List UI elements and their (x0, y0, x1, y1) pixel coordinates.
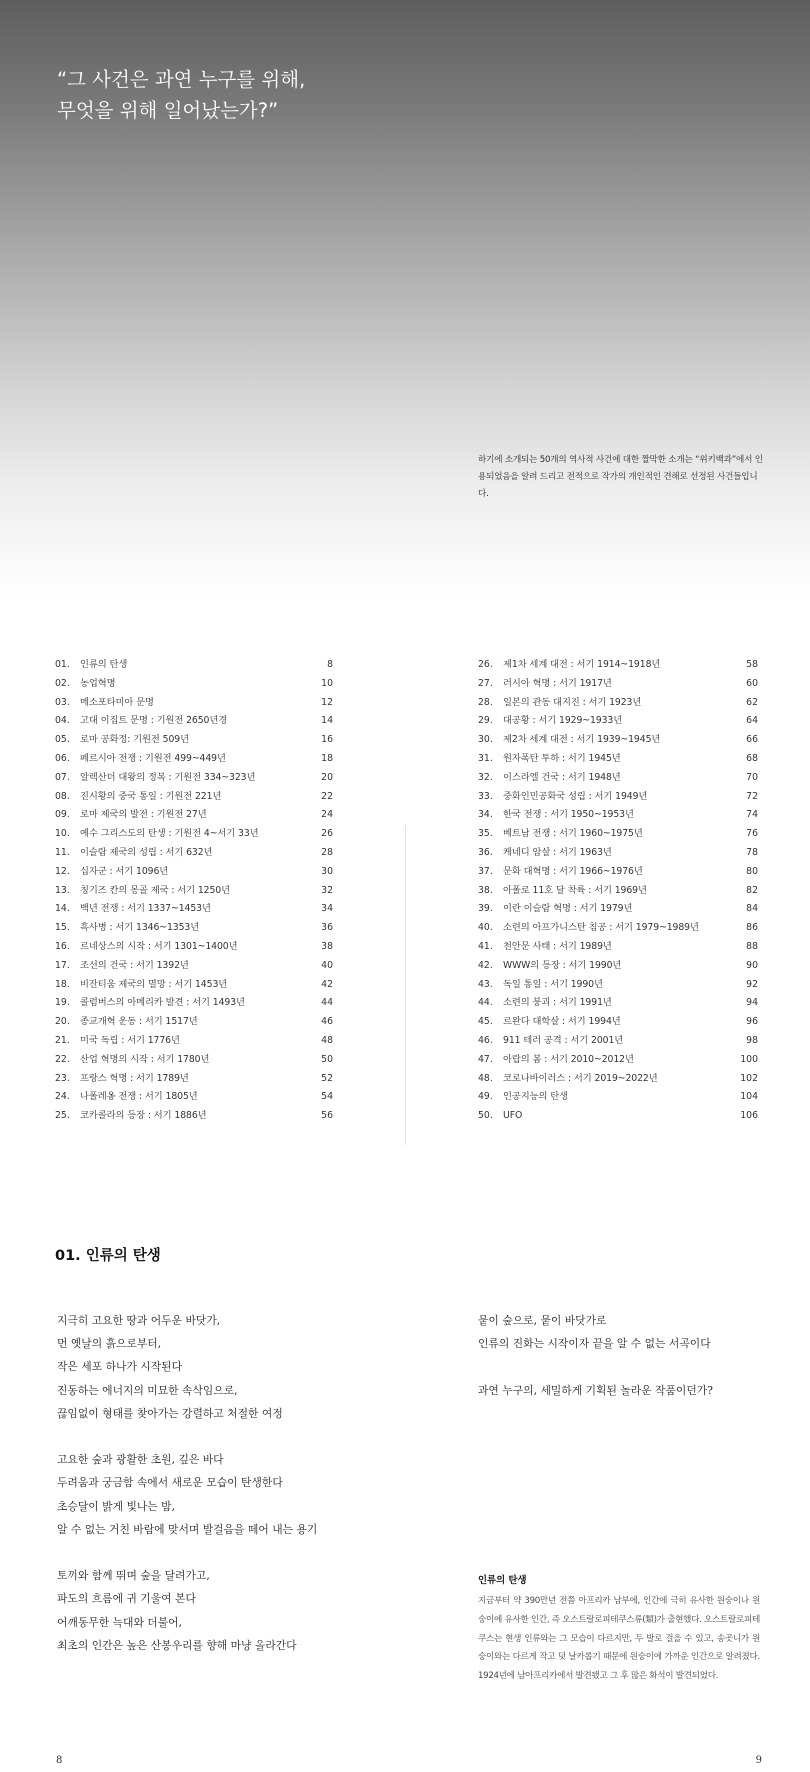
toc-item[interactable] (478, 788, 758, 807)
toc-item-number: 17. (55, 959, 70, 971)
toc-item-title: 아폴로 11호 달 착륙 : 서기 1969년 (503, 884, 647, 896)
toc-item-title: 백년 전쟁 : 서기 1337~1453년 (80, 903, 211, 915)
toc-item[interactable] (55, 656, 333, 675)
toc-item-page: 34 (321, 903, 333, 915)
toc-item[interactable] (478, 900, 758, 919)
toc-item-title: 아랍의 봄 : 서기 2010~2012년 (503, 1053, 634, 1065)
toc-item-title: 이스라엘 건국 : 서기 1948년 (503, 771, 621, 783)
toc-item-number: 45. (478, 1016, 493, 1028)
toc-item-title: 알렉산더 대왕의 정복 : 기원전 334~323년 (80, 771, 256, 783)
toc-item-page: 52 (321, 1072, 333, 1084)
toc-item-number: 24. (55, 1091, 70, 1103)
toc-item-page: 42 (321, 978, 333, 990)
toc-item-title: 소련의 아프가니스탄 침공 : 서기 1979~1989년 (503, 922, 699, 934)
toc-item-page: 12 (321, 696, 333, 708)
toc-item-title: 인공지능의 탄생 (503, 1091, 569, 1103)
toc-item[interactable] (478, 957, 758, 976)
toc-item[interactable] (478, 1088, 758, 1107)
toc-item[interactable] (55, 844, 333, 863)
toc-item[interactable] (55, 675, 333, 694)
toc-item-title: 문화 대혁명 : 서기 1966~1976년 (503, 865, 643, 877)
toc-item-number: 06. (55, 752, 70, 764)
toc-item-title: 한국 전쟁 : 서기 1950~1953년 (503, 809, 634, 821)
toc-item-number: 20. (55, 1016, 70, 1028)
note-title: 인류의 탄생 (478, 1575, 527, 1586)
toc-item-page: 106 (740, 1110, 758, 1122)
toc-item[interactable] (55, 938, 333, 957)
toc-item-title: 독일 통일 : 서기 1990년 (503, 978, 603, 990)
toc-item[interactable] (478, 919, 758, 938)
toc-item-number: 27. (478, 677, 493, 689)
toc-item[interactable] (55, 957, 333, 976)
toc-item-number: 01. (55, 659, 70, 670)
toc-item-page: 94 (746, 997, 758, 1009)
toc-item-page: 88 (746, 940, 758, 952)
toc-item-number: 38. (478, 884, 493, 896)
toc-item[interactable] (55, 863, 333, 882)
toc-item-title: 원자폭탄 투하 : 서기 1945년 (503, 752, 621, 764)
toc-item-page: 16 (321, 734, 333, 746)
toc-item-page: 104 (740, 1091, 758, 1103)
toc-item-title: UFO (503, 1110, 523, 1122)
toc-item[interactable] (478, 712, 758, 731)
toc-item[interactable] (55, 694, 333, 713)
toc-item-number: 08. (55, 790, 70, 802)
page-number-left: 8 (56, 1755, 63, 1766)
toc-item[interactable] (55, 1088, 333, 1107)
toc-item-number: 04. (55, 715, 70, 727)
toc-item-page: 78 (746, 846, 758, 858)
toc-item[interactable] (55, 882, 333, 901)
toc-item[interactable] (55, 1107, 333, 1126)
toc-item[interactable] (55, 788, 333, 807)
toc-item-page: 62 (746, 696, 758, 708)
toc-item-title: 고대 이집트 문명 : 기원전 2650년경 (80, 715, 228, 727)
toc-item-page: 70 (746, 771, 758, 783)
note-text: 지금부터 약 390만년 전쯤 아프리카 남부에, 인간에 극히 유사한 원숭이나 원숭이에 유사한 인간, 즉 오스트랄로피테쿠스류(類)가 출현했다. 오스트랄로피테쿠스는 현생 인류와는 그 모습이 다르지만, 두 발로 걸을 수 있고, 송곳니가 원숭이와는 다르게 작고 덧 날카롭기 때문에 원숭이에 가까운 인간으로 알려졌다. 1924년에 남아프리카에서 발견됐고 그 후 많은 화석이 발견되었다. (478, 1596, 760, 1682)
toc-item-title: 십자군 : 서기 1096년 (80, 865, 169, 877)
toc-item[interactable] (55, 712, 333, 731)
chapter-heading: 01. 인류의 탄생 (55, 1248, 161, 1264)
toc-item-number: 23. (55, 1072, 70, 1084)
toc-item-number: 03. (55, 696, 70, 708)
poem-left: 지극히 고요한 땅과 어두운 바닷가, 먼 옛날의 흙으로부터, 작은 세포 하나가 시작된다 진동하는 에너지의 미묘한 속삭임으로, 끊임없이 형태를 찾아가는 강렬하고 처절한 여정 고요한 숲과 광활한 초원, 깊은 바다 두려움과 궁금함 속에서 새로운 모습이 탄생한다 초승달이 밝게 빛나는 밤, 알 수 없는 거친 바람에 맞서며 발걸음을 떼어 내는 용기 토끼와 함께 뛰며 숲을 달려가고, 파도의 흐름에 귀 기울여 본다 어깨동무한 늑대와 더불어, 최초의 인간은 높은 산봉우리를 향해 마냥 올라간다 (57, 1314, 318, 1652)
toc-item-title: 이슬람 제국의 성립 : 서기 632년 (80, 846, 213, 858)
toc-item-title: 로마 공화정: 기원전 509년 (80, 734, 189, 746)
toc-item-number: 22. (55, 1053, 70, 1065)
toc-item-title: 911 테러 공격 : 서기 2001년 (503, 1034, 624, 1046)
toc-item-title: 소련의 붕괴 : 서기 1991년 (503, 997, 612, 1009)
toc-item-page: 86 (746, 922, 758, 934)
toc-item-title: 진시황의 중국 통일 : 기원전 221년 (80, 790, 222, 802)
toc-item-page: 44 (321, 997, 333, 1009)
toc-item[interactable] (478, 882, 758, 901)
toc-item-page: 66 (746, 734, 758, 746)
toc-item-number: 14. (55, 903, 70, 915)
toc-item-title: 인류의 탄생 (80, 659, 128, 670)
toc-item-page: 36 (321, 922, 333, 934)
toc-item[interactable] (478, 694, 758, 713)
toc-item-number: 09. (55, 809, 70, 821)
toc-item-page: 100 (740, 1053, 758, 1065)
toc-item-page: 98 (746, 1034, 758, 1046)
toc-item-page: 24 (321, 809, 333, 821)
toc-item-title: 베트남 전쟁 : 서기 1960~1975년 (503, 828, 643, 840)
toc-item-number: 48. (478, 1072, 493, 1084)
toc-item-title: 흑사병 : 서기 1346~1353년 (80, 922, 200, 934)
toc-item-title: 이란 이슬람 혁명 : 서기 1979년 (503, 903, 633, 915)
toc-item-page: 96 (746, 1016, 758, 1028)
toc-item-page: 38 (321, 940, 333, 952)
toc-item[interactable] (478, 1051, 758, 1070)
toc-item-page: 22 (321, 790, 333, 802)
toc-item-title: 농업혁명 (80, 677, 116, 689)
toc-item-title: 제1차 세계 대전 : 서기 1914~1918년 (503, 659, 661, 670)
toc-item[interactable] (478, 938, 758, 957)
toc-item-page: 82 (746, 884, 758, 896)
toc-item-number: 43. (478, 978, 493, 990)
toc-item[interactable] (478, 750, 758, 769)
toc-item[interactable] (55, 1032, 333, 1051)
toc-item-page: 72 (746, 790, 758, 802)
toc-item-number: 30. (478, 734, 493, 746)
toc-item-number: 33. (478, 790, 493, 802)
toc-item-number: 41. (478, 940, 493, 952)
toc-item-title: 러시아 혁명 : 서기 1917년 (503, 677, 612, 689)
toc-item[interactable] (55, 919, 333, 938)
toc-item[interactable] (55, 825, 333, 844)
toc-item-page: 48 (321, 1034, 333, 1046)
toc-item-title: 프랑스 혁명 : 서기 1789년 (80, 1072, 189, 1084)
toc-item-number: 37. (478, 865, 493, 877)
toc-item-number: 25. (55, 1110, 70, 1122)
toc-item[interactable] (478, 976, 758, 995)
toc-item[interactable] (478, 994, 758, 1013)
toc-item-page: 20 (321, 771, 333, 783)
toc-item-number: 18. (55, 978, 70, 990)
toc-item-page: 50 (321, 1053, 333, 1065)
toc-item-number: 21. (55, 1034, 70, 1046)
toc-item[interactable] (55, 1051, 333, 1070)
toc-item-page: 56 (321, 1110, 333, 1122)
toc-item-number: 31. (478, 752, 493, 764)
toc-item-number: 36. (478, 846, 493, 858)
toc-item-number: 26. (478, 659, 493, 670)
toc-item-number: 13. (55, 884, 70, 896)
toc-left-column (55, 656, 333, 1126)
toc-item-number: 49. (478, 1091, 493, 1103)
toc-item[interactable] (478, 675, 758, 694)
toc-item-page: 92 (746, 978, 758, 990)
toc-item-title: 예수 그리스도의 탄생 : 기원전 4~서기 33년 (80, 828, 259, 840)
toc-item[interactable] (478, 656, 758, 675)
toc-item-title: 코카콜라의 등장 : 서기 1886년 (80, 1110, 207, 1122)
toc-item-title: 대공황 : 서기 1929~1933년 (503, 715, 623, 727)
hero-banner (0, 0, 810, 600)
toc-item-number: 42. (478, 959, 493, 971)
toc-item-title: WWW의 등장 : 서기 1990년 (503, 959, 622, 971)
toc-item-number: 11. (55, 846, 70, 858)
toc-item-number: 47. (478, 1053, 493, 1065)
toc-item-title: 메소포타미아 문명 (80, 696, 154, 708)
hero-quote: “그 사건은 과연 누구를 위해, 무엇을 위해 일어났는가?” (57, 68, 306, 122)
toc-item-page: 64 (746, 715, 758, 727)
toc-item-page: 102 (740, 1072, 758, 1084)
toc-item[interactable] (478, 863, 758, 882)
toc-item-number: 05. (55, 734, 70, 746)
toc-item-title: 로마 제국의 발전 : 기원전 27년 (80, 809, 207, 821)
poem-right: 뭍이 숲으로, 뭍이 바닷가로 인류의 진화는 시작이자 끝을 알 수 없는 서곡이다 과연 누구의, 세밀하게 기획된 놀라운 작품이던가? (478, 1314, 713, 1397)
toc-item-title: 페르시아 전쟁 : 기원전 499~449년 (80, 752, 226, 764)
toc-item-number: 02. (55, 677, 70, 689)
toc-item-title: 나폴레옹 전쟁 : 서기 1805년 (80, 1091, 198, 1103)
toc-item[interactable] (55, 806, 333, 825)
toc-item-title: 제2차 세계 대전 : 서기 1939~1945년 (503, 734, 661, 746)
toc-item-title: 르완다 대학살 : 서기 1994년 (503, 1016, 621, 1028)
toc-item-page: 30 (321, 865, 333, 877)
toc-item-title: 산업 혁명의 시작 : 서기 1780년 (80, 1053, 210, 1065)
toc-item-page: 58 (746, 659, 758, 670)
toc-item-number: 28. (478, 696, 493, 708)
toc-item-page: 32 (321, 884, 333, 896)
toc-item-number: 32. (478, 771, 493, 783)
toc-item-title: 코로나바이러스 : 서기 2019~2022년 (503, 1072, 658, 1084)
toc-item-page: 18 (321, 752, 333, 764)
toc-item-page: 46 (321, 1016, 333, 1028)
toc-item[interactable] (55, 1070, 333, 1089)
toc-item-number: 15. (55, 922, 70, 934)
toc-divider (405, 825, 406, 1145)
toc-item-page: 76 (746, 828, 758, 840)
toc-item-number: 16. (55, 940, 70, 952)
toc-item-page: 80 (746, 865, 758, 877)
toc-item-page: 60 (746, 677, 758, 689)
toc-item[interactable] (478, 844, 758, 863)
intro-text: 하기에 소개되는 50개의 역사적 사건에 대한 짤막한 소개는 “위키백과”에서 인용되었음을 알려 드리고 전적으로 작가의 개인적인 견해로 선정된 사건들입니다. (478, 455, 763, 499)
toc-item[interactable] (478, 825, 758, 844)
toc-item-title: 중화인민공화국 성립 : 서기 1949년 (503, 790, 648, 802)
toc-item-page: 74 (746, 809, 758, 821)
toc-item[interactable] (55, 900, 333, 919)
toc-item-title: 조선의 건국 : 서기 1392년 (80, 959, 189, 971)
page-number-right: 9 (755, 1755, 762, 1766)
toc-item[interactable] (55, 976, 333, 995)
toc-item-page: 14 (321, 715, 333, 727)
toc-item[interactable] (478, 1032, 758, 1051)
toc-right-column (478, 656, 758, 1126)
toc-item-title: 케네디 암살 : 서기 1963년 (503, 846, 612, 858)
toc-item-title: 천안문 사태 : 서기 1989년 (503, 940, 612, 952)
toc-item-title: 콜럼버스의 아메리카 발견 : 서기 1493년 (80, 997, 245, 1009)
toc-item-title: 르네상스의 시작 : 서기 1301~1400년 (80, 940, 238, 952)
toc-item[interactable] (478, 731, 758, 750)
toc-item-title: 종교개혁 운동 : 서기 1517년 (80, 1016, 198, 1028)
toc-item-number: 44. (478, 997, 493, 1009)
toc-item-number: 39. (478, 903, 493, 915)
toc-item-number: 50. (478, 1110, 493, 1122)
toc-item-page: 26 (321, 828, 333, 840)
toc-item[interactable] (478, 1070, 758, 1089)
toc-item-page: 68 (746, 752, 758, 764)
toc-item-page: 54 (321, 1091, 333, 1103)
toc-item[interactable] (55, 750, 333, 769)
toc-item-number: 46. (478, 1034, 493, 1046)
toc-item-page: 40 (321, 959, 333, 971)
toc-item-number: 19. (55, 997, 70, 1009)
toc-item[interactable] (478, 1107, 758, 1126)
toc-item-page: 8 (327, 659, 333, 670)
toc-item-number: 07. (55, 771, 70, 783)
toc-item[interactable] (55, 769, 333, 788)
toc-item-page: 90 (746, 959, 758, 971)
toc-item[interactable] (55, 1013, 333, 1032)
toc-item-number: 12. (55, 865, 70, 877)
toc-item[interactable] (55, 731, 333, 750)
toc-item[interactable] (478, 769, 758, 788)
toc-item-number: 40. (478, 922, 493, 934)
toc-item-number: 29. (478, 715, 493, 727)
toc-item-number: 34. (478, 809, 493, 821)
toc-item-title: 일본의 관동 대지진 : 서기 1923년 (503, 696, 642, 708)
toc-item-page: 10 (321, 677, 333, 689)
toc-item-title: 미국 독립 : 서기 1776년 (80, 1034, 180, 1046)
toc-item-title: 비잔티움 제국의 멸망 : 서기 1453년 (80, 978, 228, 990)
toc-item-number: 35. (478, 828, 493, 840)
toc-item[interactable] (55, 994, 333, 1013)
toc-item-number: 10. (55, 828, 70, 840)
toc-item-page: 28 (321, 846, 333, 858)
note-box (478, 1574, 760, 1686)
toc-item-title: 칭기즈 칸의 몽골 제국 : 서기 1250년 (80, 884, 230, 896)
toc-item-page: 84 (746, 903, 758, 915)
toc-item[interactable] (478, 806, 758, 825)
toc-item[interactable] (478, 1013, 758, 1032)
